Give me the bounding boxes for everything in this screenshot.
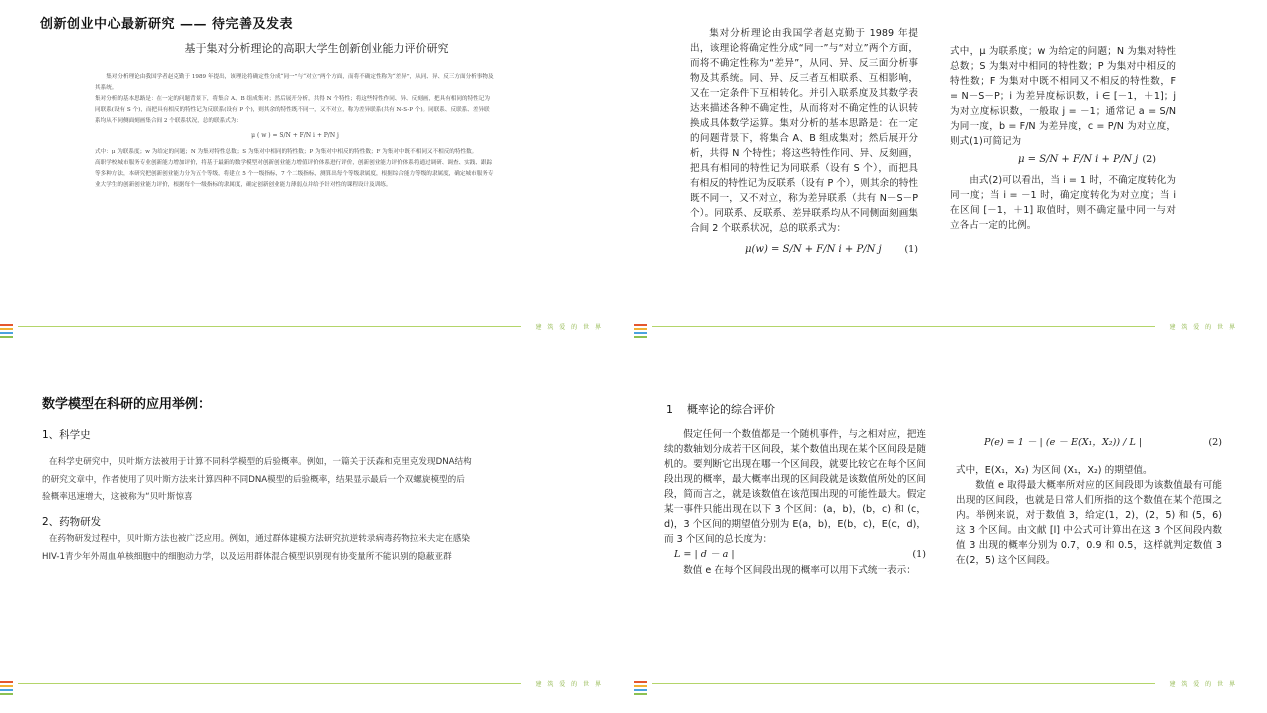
formula-text: L = | d － a | — [674, 549, 735, 560]
subheading-drug-research: 2、药物研发 — [42, 516, 102, 528]
stripes-logo-icon — [634, 681, 647, 697]
stripes-logo-icon — [0, 324, 13, 340]
section-heading: 数学模型在科研的应用举例： — [42, 397, 212, 412]
footer-brand: 建 筑 爱 的 世 界 — [535, 324, 603, 331]
paragraph: 数值 e 取得最大概率所对应的区间段即为该数值最有可能出现的区间段，也就是日常人们所指的这个数值在某个范围之内。举例来说，对于数值 3，给定(1，2)，(2，5) 和 (5，6) 这 3 个区间。由文献 [l] 中公式可计算出在这 3 个区间段内数值 3 出现的概率分别为 0.7，0.9 和 0.5，这样就判定数值 3 在(2，5) 这个区间段。 — [956, 480, 1222, 566]
paper-title: 基于集对分析理论的高职大学生创新创业能力评价研究 — [184, 42, 449, 55]
formula-number: (2) — [1208, 437, 1222, 448]
formula-number: (1) — [904, 244, 918, 255]
section-number: 1 — [666, 403, 673, 416]
paragraph: 集对分析理论由我国学者赵克勤于 1989 年提出，该理论将确定性分成“同一”与“对立”两个方面，而将不确定性称为“差异”，从同、异、反三方面分析事物及其系统。 — [95, 74, 494, 91]
paragraph: 数值 e 在每个区间段出现的概率可以用下式统一表示： — [683, 565, 916, 576]
paragraph: 式中：μ 为联系度；w 为给定的问题；N 为集对特性总数；S 为集对中相同的特性数；P 为集对中相反的特性数；F 为集对中既不相同又不相反的特性数。 — [95, 149, 478, 155]
paragraph: 高职学校城市服务专业创新能力增加评价，将基于最新的数学模型对创新创业能力增值评价体系进行评价，创新创业能力评价体系将通过调研、调查、实践、跟踪等多种方法，本研究把创新创业能力分为五个等级，将建立 5 个一级指标，7 个二级指标，测算出每个等级隶属度，根据综合能力等级的隶属度，确定城市服务专业大学生的创新创业能力评价，根据每个一级指标的隶属度，确定创新创业能力薄弱点并给予针对性的课程设计及训练。 — [95, 160, 494, 188]
slide-header: 创新创业中心最新研究 —— 待完善及发表 — [40, 17, 294, 32]
slide-3[interactable] — [0, 357, 633, 713]
formula-text: μ(w) = S/N + F/N i + P/N j — [745, 244, 882, 255]
section-heading — [666, 401, 775, 417]
right-column — [956, 433, 1222, 568]
subheading-science-history: 1、科学史 — [42, 429, 91, 441]
footer-divider — [652, 326, 1155, 327]
left-column — [690, 26, 918, 264]
formula-number: (2) — [1142, 154, 1156, 165]
left-column — [664, 427, 926, 578]
slide-1[interactable] — [0, 0, 633, 356]
paragraph: 集对分析理论由我国学者赵克勤于 1989 年提出，该理论将确定性分成“同一”与“对立”两个方面，而将不确定性称为“差异”，从同、异、反三面分析事物及其系统。同、异、反三者互相联系、互相影响，又在一定条件下互相转化。并引入联系度及其数学表达来描述各种不确定性，从而将对不确定性的认识转换成具体数学运算。集对分析的基本思路是：在一定的问题背景下，将集合 A、B 组成集对；然后展开分析，共得 N 个特性；将这些特性作同、异、反刻画，把具有相同的特性记为同联系（设有 S 个），而把具有相反的特性记为反联系（设有 P 个），则其余的特性既不同一，又不对立，称为差异联系（共有 N－S－P 个）。同联系、反联系、差异联系均从不同侧面刻画集合间 2 个联系状况，总的联系式为： — [690, 28, 918, 234]
stripes-logo-icon — [634, 324, 647, 340]
footer-divider — [18, 683, 521, 684]
formula: μ ( w ) = S/N + F/N i + P/N j — [251, 132, 339, 139]
paragraph: 由式(2)可以看出，当 i = 1 时，不确定度转化为同一度；当 i = －1 时，确定度转化为对立度；当 i 在区间 [－1，＋1] 取值时，则不确定量中同一与对立各占一定的比例。 — [950, 175, 1176, 231]
stripes-logo-icon — [0, 681, 13, 697]
footer-brand: 建 筑 爱 的 世 界 — [1169, 681, 1237, 688]
paragraph: 假定任何一个数值都是一个随机事件，与之相对应，把连续的数轴划分成若干区间段，某个数值出现在某个区间段是随机的。要判断它出现在哪一个区间段，就要比较它在每个区间段出现的概率，最大概率出现的区间段就是该数值所处的区间段，简而言之，就是该数值在该范围出现的可能性最大。假定某一事件只能出现在以下 3 个区间：(a，b)，(b，c) 和 (c，d)，3 个区间的期望值分别为 E(a，b)，E(b，c)，E(c，d)，而 3 个区间的总长度为： — [664, 429, 926, 545]
formula-1 — [690, 236, 918, 264]
footer-brand: 建 筑 爱 的 世 界 — [535, 681, 603, 688]
formula-text: μ = S/N + F/N i + P/N j — [1018, 154, 1139, 165]
paragraph: 集对分析的基本思路是：在一定的问题背景下，将集合 A、B 组成集对；然后展开分析，共得 N 个特性；将这些特性作同、异、反刻画，把具有相同的特性记为同联系(设有 S 个)，而把具有相反的特性记为反联系(设有 P 个)，则其余的特性既不同一，又不对立，称为差异联系(共有 N-S-P 个)。同联系、反联系、差异联系均从不同侧面刻画集合间 2 个联系状况，总的联系式为： — [95, 96, 490, 124]
slide-2[interactable] — [634, 0, 1267, 356]
slide-4[interactable] — [634, 357, 1267, 713]
formula-text: P(e) = 1 － | (e － E(X₁，X₂)) / L | — [984, 437, 1143, 448]
formula-2 — [950, 149, 1176, 173]
section-title: 概率论的综合评价 — [687, 403, 775, 416]
footer-divider — [18, 326, 521, 327]
right-column — [950, 44, 1176, 233]
formula-2 — [956, 433, 1222, 463]
paper-body — [95, 72, 495, 191]
paragraph: 在药物研发过程中，贝叶斯方法也被广泛应用。例如，通过群体建模方法研究抗逆转录病毒药物拉米夫定在感染HIV-1青少年外周血单核细胞中的细胞动力学，以及运用群体混合模型识别现有协变量所不能识别的隐蔽亚群 — [42, 534, 470, 562]
footer-divider — [652, 683, 1155, 684]
formula-number: (1) — [912, 549, 926, 560]
paragraph: 在科学史研究中，贝叶斯方法被用于计算不同科学模型的后验概率。例如，一篇关于沃森和克里克发现DNA结构的研究文章中，作者使用了贝叶斯方法来计算四种不同DNA模型的后验概率，结果显示最后一个双螺旋模型的后验概率迅速增大，这被称为“贝叶斯惊喜 — [42, 457, 472, 502]
footer-brand: 建 筑 爱 的 世 界 — [1169, 324, 1237, 331]
formula-1 — [664, 547, 926, 563]
paragraph: 式中，E(X₁，X₂) 为区间 (X₁，X₂) 的期望值。 — [956, 465, 1153, 476]
paragraph: 式中，μ 为联系度；w 为给定的问题；N 为集对特性总数；S 为集对中相同的特性数；P 为集对中相反的特性数；F 为集对中既不相同又不相反的特性数，F = N－S－P；i 为差异度标识数，i ∈ [－1，＋1]；j 为对立度标识数，一般取 j = －1；通常记 a = S/N 为同一度，b = F/N 为差异度，c = P/N 为对立度，则式(1)可简记为 — [950, 46, 1176, 147]
